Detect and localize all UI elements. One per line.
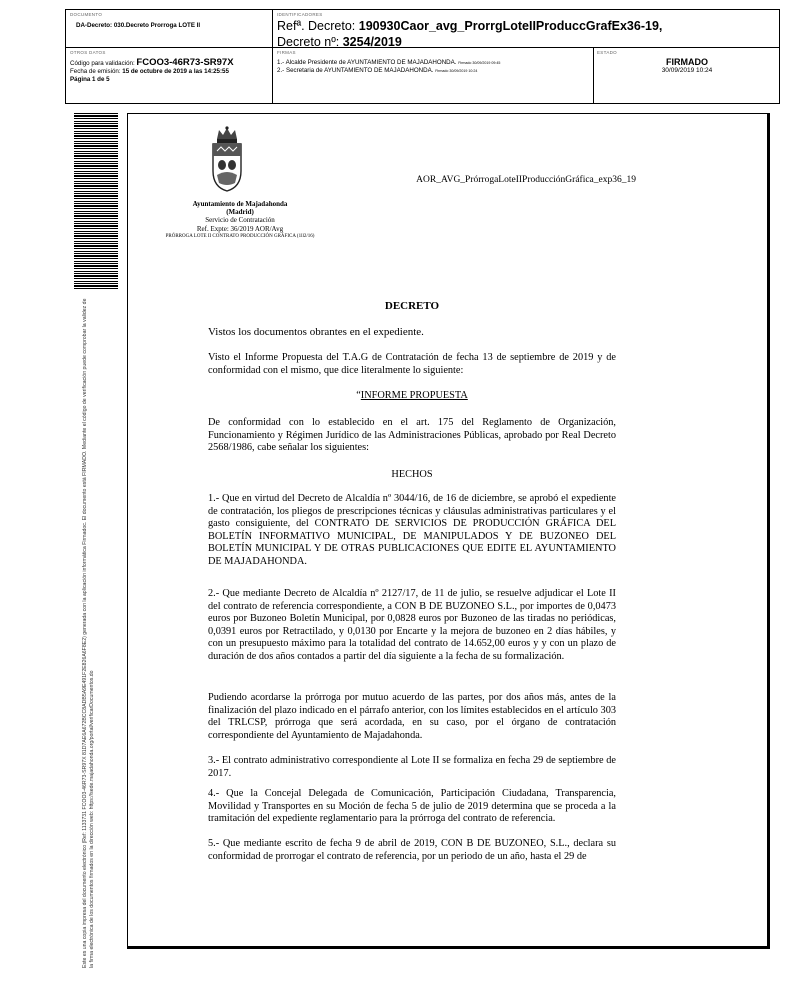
hecho-3: 3.- El contrato administrativo correspondiente al Lote II se formaliza en fecha 29 de septiembre de 2017. bbox=[208, 755, 616, 779]
conformidad-paragraph: De conformidad con lo establecido en el art. 175 del Reglamento de Organización, Funcionamiento y Régimen Jurídico de las Administraciones Públicas, aprobado por Real Decreto 2568/1986, cabe señalar los siguientes: bbox=[208, 417, 616, 454]
prorroga-paragraph: Pudiendo acordarse la prórroga por mutuo acuerdo de las partes, por dos años más, antes de la finalización del plazo indicado en el párrafo anterior, con los límites establecidos en el artículo 303 del TRLCSP, prórroga que será acordada, en su caso, por el órgano de contratación correspondiente del Ayuntamiento de Majadahonda. bbox=[208, 692, 616, 741]
decreto-number-label: Decreto nº: bbox=[277, 35, 340, 49]
hecho-4: 4.- Que la Concejal Delegada de Comunicación, Participación Ciudadana, Transparencia, Movilidad y Transportes en su Moción de fecha 5 de julio de 2019 determina que se proceda a la tramitación del expediente reglamentario para la prórroga del contrato de referencia. bbox=[208, 788, 616, 825]
documento-caption: DOCUMENTO bbox=[70, 12, 103, 17]
organization-block bbox=[140, 200, 340, 241]
vistos-paragraph: Vistos los documentos obrantes en el expediente. bbox=[208, 326, 424, 338]
informe-title-text: INFORME PROPUESTA bbox=[360, 390, 468, 401]
identificadores-caption: IDENTIFICADORES bbox=[277, 12, 323, 17]
hecho-2: 2.- Que mediante Decreto de Alcaldía nº 2127/17, de 11 de julio, se resuelve adjudicar el Lote II del contrato de referencia correspondiente, a CON B DE BUZONEO S.L., por importes de 0,0473 euros por Buzoneo Boletín Municipal, por 0,0828 euros por Buzoneo de las tiradas no periódicas, 0,0391 euros por Retractilado, y 0,0130 por Encarte y la mejora de buzoneo en 2 días hábiles, y con un presupuesto máximo para la totalidad del contrato de 14.652,00 euros y y con un plazo de duración de dos años contados a partir del día siguiente a la fecha de su formalización. bbox=[208, 588, 616, 662]
estado-date: 30/09/2019 10:24 bbox=[661, 67, 713, 74]
visto-informe-paragraph: Visto el Informe Propuesta del T.A.G de Contratación de fecha 13 de septiembre de 2019 y de conformidad con el mismo, que dice literalmente lo siguiente: bbox=[208, 352, 616, 376]
firma-2 bbox=[277, 67, 591, 75]
firma-2-text: 2.- Secretaria de AYUNTAMIENTO DE MAJADAHONDA. bbox=[277, 67, 434, 74]
documento-cell bbox=[70, 12, 270, 30]
page-number: Página 1 de 5 bbox=[70, 76, 110, 83]
otros-datos-cell bbox=[70, 50, 270, 84]
coat-of-arms-icon bbox=[209, 125, 245, 195]
fecha-emision bbox=[70, 68, 270, 76]
firma-1-text: 1.- Alcalde Presidente de AYUNTAMIENTO DE MAJADAHONDA. bbox=[277, 59, 457, 66]
hecho-1: 1.- Que en virtud del Decreto de Alcaldía nº 3044/16, de 16 de diciembre, se aprobó el expediente de contratación, los pliegos de prescripciones técnicas y cláusulas administrativas particulares y el gasto consiguiente, del CONTRATO DE SERVICIOS DE PRODUCCIÓN GRÁFICA DEL BOLETÍN INFORMATIVO MUNICIPAL, DE MANIPULADOS Y DE BUZONEO DEL BOLETÍN MUNICIPAL Y DE OTRAS PUBLICACIONES QUE EDITE EL AYUNTAMIENTO DE MAJADAHONDA. bbox=[208, 493, 616, 567]
decreto-number bbox=[277, 34, 777, 50]
firmas-caption: FIRMAS bbox=[277, 50, 296, 55]
firmas-cell bbox=[277, 50, 591, 75]
side-verification-text: Este es una copia impresa del documento electrónico (Ref: 1133731 FCOO3-46R73-SR97X 81D7AE6A672BCC8ADB5A9E491F2E826A6F8E2) generada con la aplicación informática Firmadoc. El documento está FIRMADO. Mediante el código de verificación puede comprobar la validez de la firma electrónica de los documentos firmados en la dirección web: https://sede.majadahonda.org/portal/verificarDocumentos.do bbox=[82, 298, 95, 968]
page-title: DECRETO bbox=[384, 300, 440, 312]
document-code: AOR_AVG_PrórrogaLoteIIProducciónGráfica_exp36_19 bbox=[416, 175, 636, 185]
hecho-5: 5.- Que mediante escrito de fecha 9 de abril de 2019, CON B DE BUZONEO, S.L., declara su conformidad de prorrogar el contrato de referencia, por un periodo de un año, hasta el 29 de bbox=[208, 838, 616, 862]
firma-2-date: Firmado 30/09/2019 10:24 bbox=[435, 69, 478, 73]
org-ref: Ref. Expte: 36/2019 AOR/Avg bbox=[196, 224, 284, 233]
informe-title bbox=[208, 390, 616, 401]
codigo-validacion bbox=[70, 59, 270, 68]
codigo-value: FCOO3-46R73-SR97X bbox=[136, 57, 234, 68]
org-subject: PRÓRROGA LOTE II CONTRATO PRODUCCIÓN GRÁFICA (1ll2/16) bbox=[165, 233, 315, 239]
decreto-number-value: 3254/2019 bbox=[342, 35, 402, 49]
firma-1 bbox=[277, 59, 591, 67]
codigo-label: Código para validación: bbox=[70, 60, 135, 67]
hechos-heading: HECHOS bbox=[391, 469, 433, 480]
org-name: Ayuntamiento de Majadahonda bbox=[192, 200, 288, 208]
quote-mark: “ bbox=[356, 390, 361, 401]
org-service: Servicio de Contratación bbox=[205, 216, 275, 225]
document-header bbox=[65, 9, 780, 104]
ref-decreto-value: 190930Caor_avg_ProrrgLoteIIProduccGrafEx36-19, bbox=[358, 19, 663, 33]
documento-value: DA-Decreto: 030.Decreto Prorroga LOTE II bbox=[76, 22, 201, 29]
org-province: (Madrid) bbox=[226, 208, 254, 217]
identificadores-cell bbox=[277, 12, 777, 50]
firma-1-date: Firmado 30/09/2019 09:45 bbox=[458, 61, 501, 65]
otros-datos-caption: OTROS DATOS bbox=[70, 50, 106, 55]
estado-caption: ESTADO bbox=[597, 50, 617, 55]
estado-cell bbox=[597, 50, 777, 74]
estado-value: FIRMADO bbox=[666, 57, 708, 67]
ref-decreto bbox=[277, 18, 777, 34]
ref-decreto-label: Refª. Decreto: bbox=[277, 19, 356, 33]
fecha-label: Fecha de emisión: bbox=[70, 68, 121, 75]
fecha-value: 15 de octubre de 2019 a las 14:25:55 bbox=[122, 68, 229, 75]
barcode bbox=[74, 113, 118, 289]
